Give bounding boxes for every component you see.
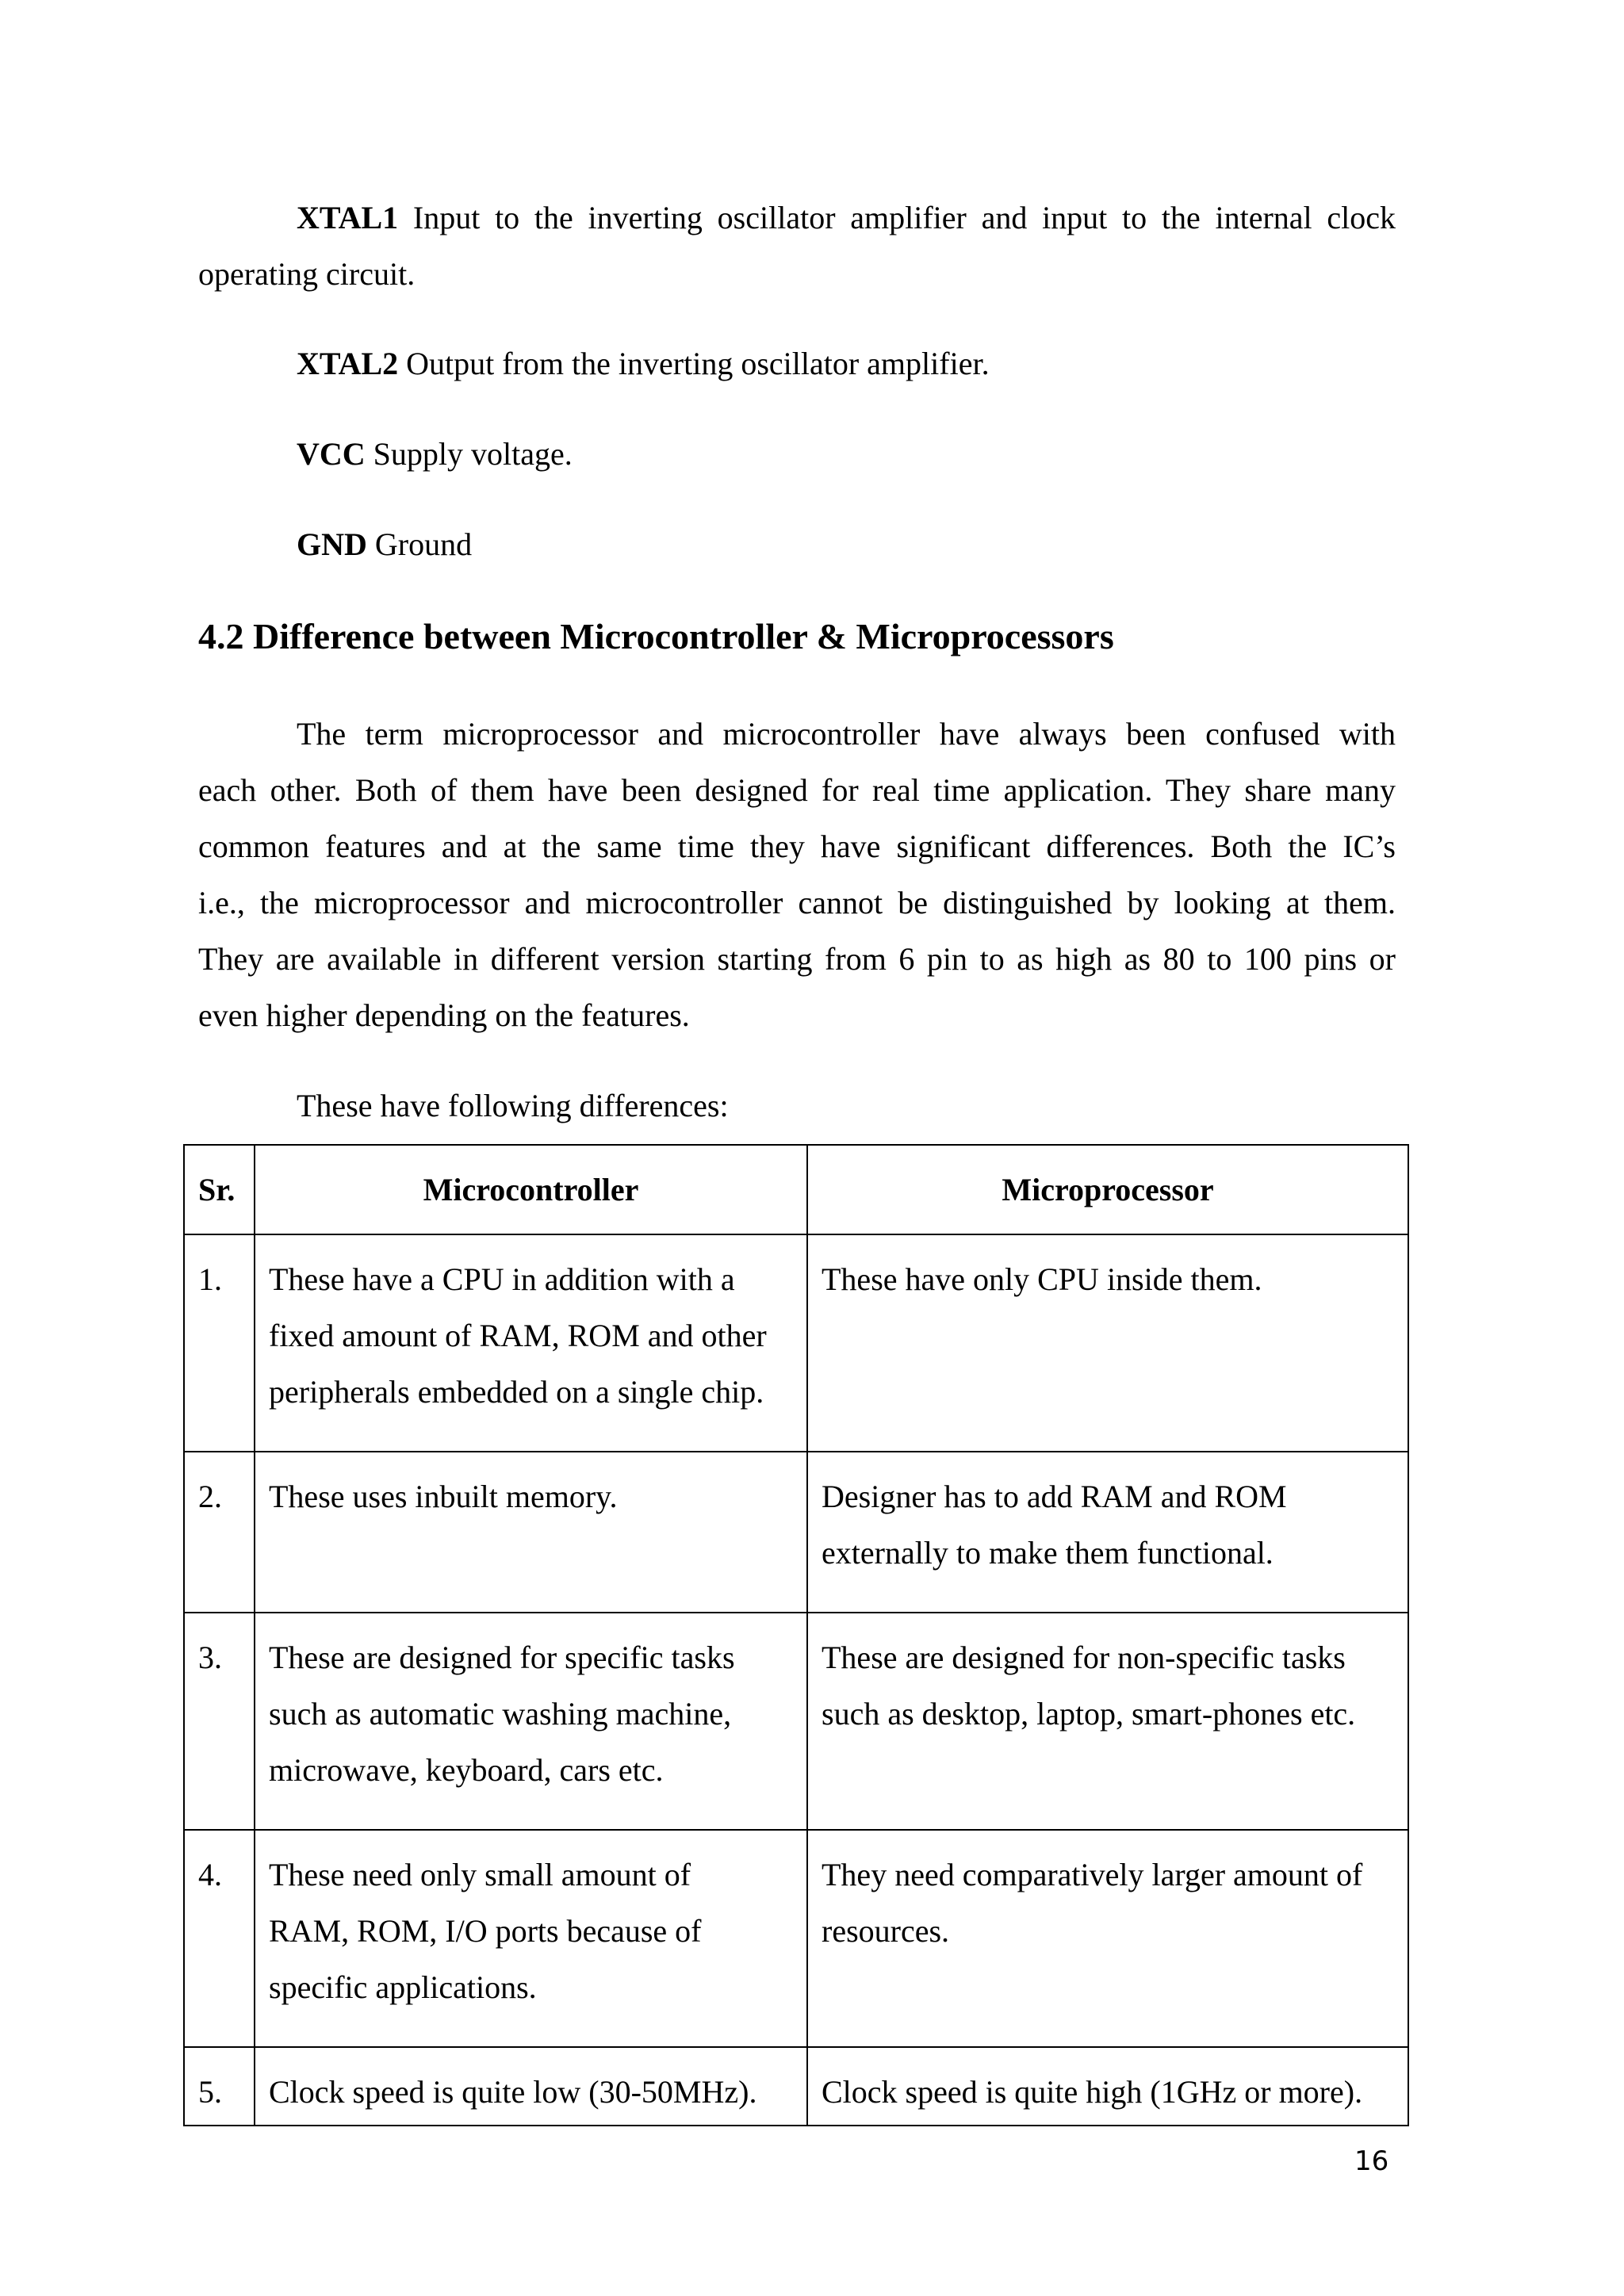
paragraph-line: even higher depending on the features. xyxy=(198,997,690,1033)
page-number: 16 xyxy=(1354,2145,1389,2177)
pin-description-vcc xyxy=(297,426,1396,482)
cell-line: RAM, ROM, I/O ports because of xyxy=(269,1913,702,1949)
pin-name: XTAL2 xyxy=(297,346,399,381)
cell-line: such as desktop, laptop, smart-phones etc. xyxy=(822,1696,1356,1732)
table-header-row xyxy=(184,1145,1408,1234)
cell-microprocessor xyxy=(807,1830,1408,2047)
cell-sr: 2. xyxy=(184,1452,255,1613)
cell-line: externally to make them functional. xyxy=(822,1535,1274,1571)
column-header-microcontroller: Microcontroller xyxy=(255,1145,807,1234)
table-row xyxy=(184,1234,1408,1452)
table-row xyxy=(184,1452,1408,1613)
cell-line: microwave, keyboard, cars etc. xyxy=(269,1752,664,1788)
comparison-table xyxy=(183,1144,1409,2126)
cell-microprocessor xyxy=(807,1613,1408,1830)
table-row xyxy=(184,1830,1408,2047)
table-row xyxy=(184,2047,1408,2126)
cell-line: These uses inbuilt memory. xyxy=(269,1479,618,1514)
pin-description-text: Supply voltage. xyxy=(373,436,573,472)
pin-name: XTAL1 xyxy=(297,200,399,235)
cell-line: resources. xyxy=(822,1913,950,1949)
cell-microcontroller xyxy=(255,2047,807,2126)
column-header-sr: Sr. xyxy=(184,1145,255,1234)
cell-line: Clock speed is quite high (1GHz or more). xyxy=(822,2074,1363,2110)
paragraph-line: common features and at the same time they have significant differences. Both the IC’s xyxy=(198,828,1396,864)
table-row xyxy=(184,1613,1408,1830)
cell-sr: 4. xyxy=(184,1830,255,2047)
pin-description-xtal1 xyxy=(297,189,1396,246)
pin-description-text: Ground xyxy=(374,526,473,562)
cell-line: Designer has to add RAM and ROM xyxy=(822,1479,1287,1514)
cell-line: fixed amount of RAM, ROM and other xyxy=(269,1318,767,1353)
cell-line: These have a CPU in addition with a xyxy=(269,1261,735,1297)
section-heading: 4.2 Difference between Microcontroller & Microprocessors xyxy=(198,616,1114,656)
cell-microprocessor xyxy=(807,1452,1408,1613)
cell-line: These need only small amount of xyxy=(269,1857,691,1892)
cell-microprocessor xyxy=(807,1234,1408,1452)
pin-description-gnd xyxy=(297,516,1396,572)
cell-line: These are designed for specific tasks xyxy=(269,1640,735,1675)
cell-line: peripherals embedded on a single chip. xyxy=(269,1374,764,1410)
paragraph-line: each other. Both of them have been designed for real time application. They share many xyxy=(198,772,1396,808)
cell-microcontroller xyxy=(255,1613,807,1830)
paragraph-line: They are available in different version starting from 6 pin to as high as 80 to 100 pins or xyxy=(198,941,1396,977)
cell-microcontroller xyxy=(255,1830,807,2047)
pin-name: GND xyxy=(297,526,367,562)
cell-line: They need comparatively larger amount of xyxy=(822,1857,1363,1892)
cell-microprocessor xyxy=(807,2047,1408,2126)
cell-microcontroller xyxy=(255,1234,807,1452)
cell-sr: 1. xyxy=(184,1234,255,1452)
pin-description-xtal2 xyxy=(297,335,1396,392)
paragraph-line: The term microprocessor and microcontroller have always been confused with xyxy=(297,716,1396,752)
pin-description-text: Output from the inverting oscillator amplifier. xyxy=(406,346,990,381)
pin-description-xtal1-continued xyxy=(198,246,1396,302)
pin-description-text: operating circuit. xyxy=(198,256,416,292)
cell-sr: 5. xyxy=(184,2047,255,2126)
cell-line: specific applications. xyxy=(269,1969,537,2005)
pin-description-text: Input to the inverting oscillator amplifier and input to the internal clock xyxy=(412,200,1396,235)
pin-name: VCC xyxy=(297,436,366,472)
cell-microcontroller xyxy=(255,1452,807,1613)
column-header-microprocessor: Microprocessor xyxy=(807,1145,1408,1234)
cell-line: These have only CPU inside them. xyxy=(822,1261,1262,1297)
paragraph-line: i.e., the microprocessor and microcontroller cannot be distinguished by looking at them. xyxy=(198,885,1396,920)
cell-line: such as automatic washing machine, xyxy=(269,1696,732,1732)
table-intro: These have following differences: xyxy=(297,1088,729,1123)
cell-line: These are designed for non-specific tasks xyxy=(822,1640,1346,1675)
cell-line: Clock speed is quite low (30-50MHz). xyxy=(269,2074,757,2110)
cell-sr: 3. xyxy=(184,1613,255,1830)
